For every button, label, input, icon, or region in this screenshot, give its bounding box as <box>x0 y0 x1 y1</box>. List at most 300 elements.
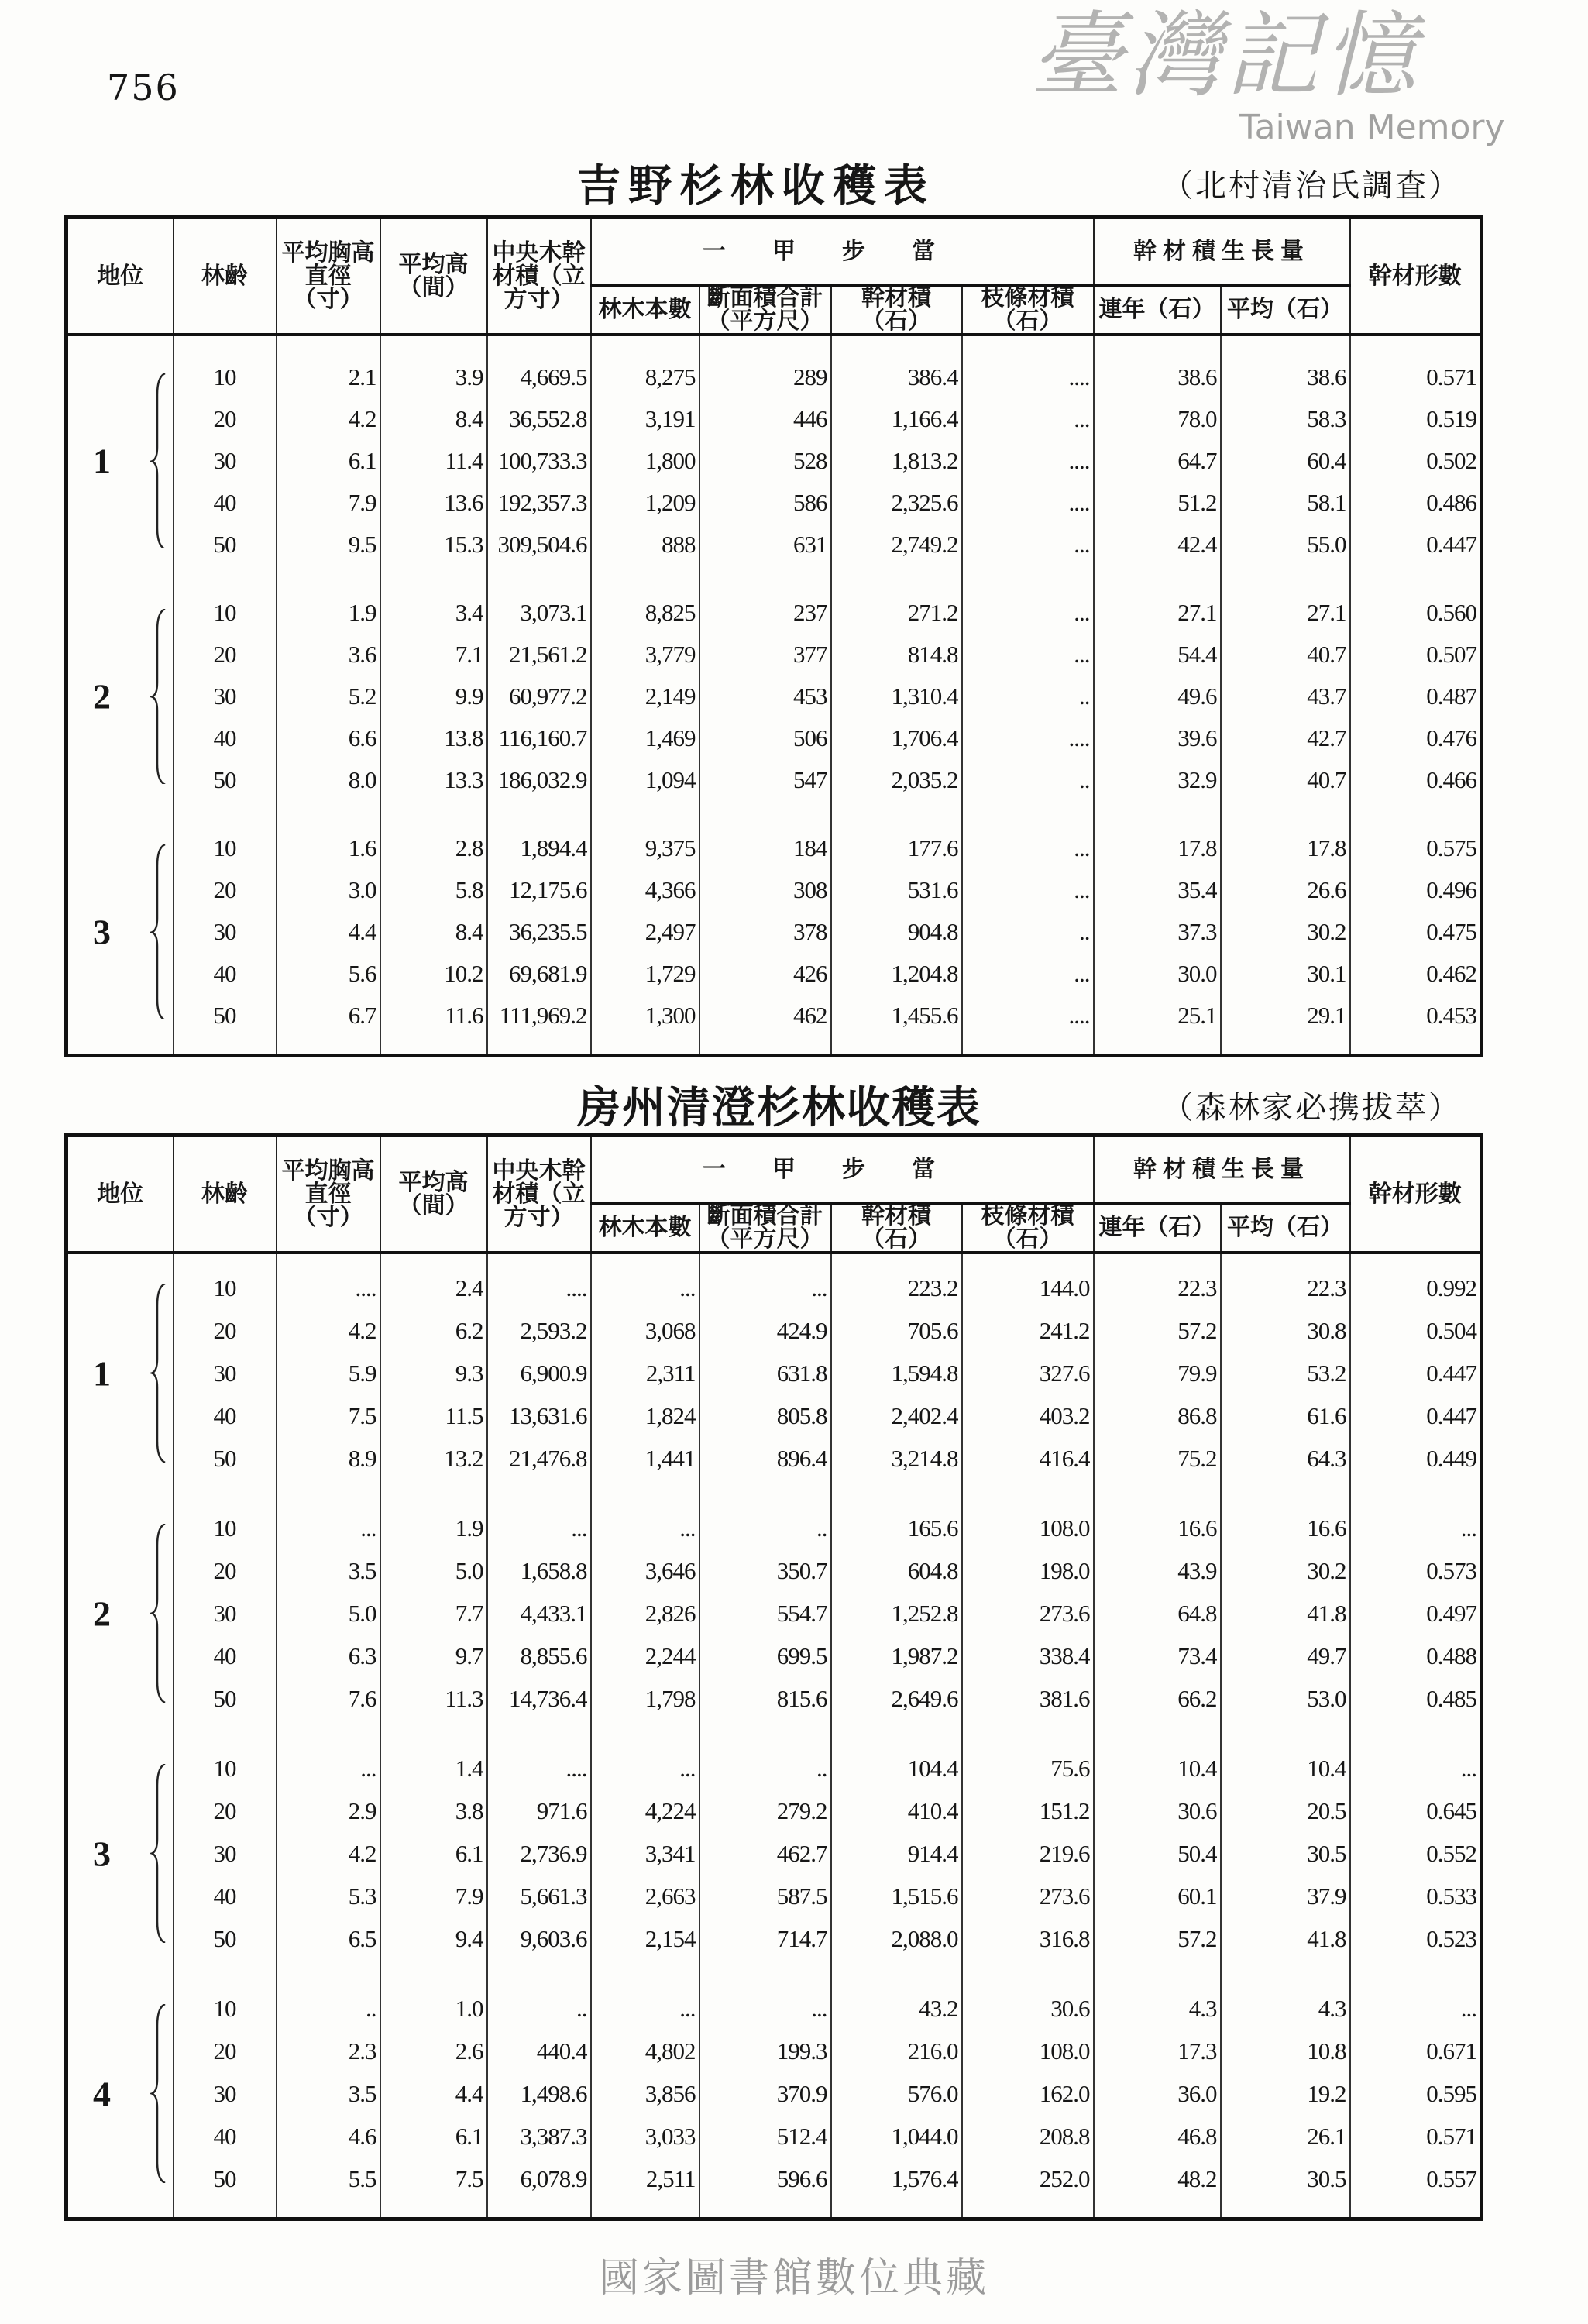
table-row <box>67 1437 1482 1480</box>
cell-annual-growth: 49.6 <box>1094 676 1221 717</box>
header-site: 地位 <box>67 1136 174 1253</box>
header-per-kou: 一甲步當 <box>591 1136 1094 1204</box>
header-branch-volume: 枝條材積（石） <box>962 286 1094 335</box>
cell-basal-area: 377 <box>699 634 831 676</box>
table-row <box>67 1789 1482 1832</box>
site-class-number: 4 <box>93 2074 110 2113</box>
cell-central-volume: 12,175.6 <box>487 869 591 911</box>
cell-central-volume: 6,078.9 <box>487 2157 591 2200</box>
brace-icon <box>150 1764 168 1943</box>
cell-basal-area: 350.7 <box>699 1549 831 1592</box>
cell-tree-count: 2,511 <box>591 2157 699 2200</box>
cell-form-factor: 0.496 <box>1350 869 1482 911</box>
cell-central-volume: 4,433.1 <box>487 1592 591 1635</box>
cell-age: 50 <box>174 1917 277 1960</box>
cell-basal-area: ... <box>699 1987 831 2030</box>
cell-tree-count: 4,224 <box>591 1789 699 1832</box>
cell-central-volume: 111,969.2 <box>487 995 591 1037</box>
cell-tree-count: 8,275 <box>591 356 699 398</box>
cell-annual-growth: 36.0 <box>1094 2072 1221 2115</box>
cell-height: 1.0 <box>380 1987 487 2030</box>
cell-mean-growth: 10.4 <box>1221 1747 1350 1789</box>
cell-basal-area: 370.9 <box>699 2072 831 2115</box>
cell-age: 40 <box>174 1394 277 1437</box>
cell-form-factor: 0.645 <box>1350 1789 1482 1832</box>
table-row <box>67 1875 1482 1917</box>
site-class-number: 3 <box>93 1834 110 1873</box>
cell-mean-growth: 41.8 <box>1221 1917 1350 1960</box>
table-row <box>67 1677 1482 1720</box>
cell-central-volume: 1,498.6 <box>487 2072 591 2115</box>
cell-age: 30 <box>174 1592 277 1635</box>
cell-form-factor: ... <box>1350 1747 1482 1789</box>
cell-stem-volume: 604.8 <box>831 1549 962 1592</box>
cell-age: 30 <box>174 676 277 717</box>
cell-stem-volume: 1,576.4 <box>831 2157 962 2200</box>
header-annual: 連年（石） <box>1094 1204 1221 1253</box>
cell-tree-count: 4,366 <box>591 869 699 911</box>
cell-form-factor: 0.571 <box>1350 2115 1482 2157</box>
cell-tree-count: 2,154 <box>591 1917 699 1960</box>
table-row <box>67 869 1482 911</box>
cell-tree-count: 3,779 <box>591 634 699 676</box>
cell-age: 10 <box>174 1987 277 2030</box>
cell-tree-count: 1,824 <box>591 1394 699 1437</box>
cell-branch-volume: .... <box>962 482 1094 524</box>
cell-height: 6.1 <box>380 1832 487 1875</box>
cell-form-factor: ... <box>1350 1507 1482 1549</box>
cell-height: 9.9 <box>380 676 487 717</box>
cell-form-factor: ... <box>1350 1987 1482 2030</box>
cell-height: 2.4 <box>380 1267 487 1309</box>
cell-mean-growth: 40.7 <box>1221 759 1350 801</box>
table-row <box>67 524 1482 566</box>
header-age: 林齡 <box>174 218 277 335</box>
cell-central-volume: 3,387.3 <box>487 2115 591 2157</box>
page-number: 756 <box>107 67 180 108</box>
cell-dbh: 6.6 <box>277 717 380 759</box>
cell-height: 6.1 <box>380 2115 487 2157</box>
cell-tree-count: 1,094 <box>591 759 699 801</box>
cell-stem-volume: 2,088.0 <box>831 1917 962 1960</box>
cell-form-factor: 0.533 <box>1350 1875 1482 1917</box>
cell-dbh: 5.0 <box>277 1592 380 1635</box>
table-row <box>67 1267 1482 1309</box>
header-growth: 幹材積生長量 <box>1094 1136 1350 1204</box>
cell-branch-volume: ... <box>962 524 1094 566</box>
table-row <box>67 592 1482 634</box>
cell-form-factor: 0.447 <box>1350 524 1482 566</box>
cell-dbh: 5.6 <box>277 953 380 995</box>
site-group <box>67 1960 1482 2200</box>
cell-central-volume: 36,552.8 <box>487 398 591 440</box>
cell-age: 20 <box>174 634 277 676</box>
cell-form-factor: 0.557 <box>1350 2157 1482 2200</box>
site-group <box>67 1720 1482 1960</box>
cell-stem-volume: 1,987.2 <box>831 1635 962 1677</box>
cell-annual-growth: 30.6 <box>1094 1789 1221 1832</box>
cell-dbh: 1.6 <box>277 827 380 869</box>
cell-height: 11.5 <box>380 1394 487 1437</box>
cell-mean-growth: 41.8 <box>1221 1592 1350 1635</box>
cell-tree-count: 3,341 <box>591 1832 699 1875</box>
cell-mean-growth: 55.0 <box>1221 524 1350 566</box>
header-mean: 平均（石） <box>1221 286 1350 335</box>
cell-annual-growth: 16.6 <box>1094 1507 1221 1549</box>
cell-dbh: 4.2 <box>277 1309 380 1352</box>
cell-central-volume: 186,032.9 <box>487 759 591 801</box>
header-age: 林齡 <box>174 1136 277 1253</box>
cell-basal-area: 237 <box>699 592 831 634</box>
cell-central-volume: 69,681.9 <box>487 953 591 995</box>
cell-stem-volume: 1,594.8 <box>831 1352 962 1394</box>
cell-dbh: 4.6 <box>277 2115 380 2157</box>
cell-dbh: 9.5 <box>277 524 380 566</box>
cell-form-factor: 0.523 <box>1350 1917 1482 1960</box>
cell-mean-growth: 58.3 <box>1221 398 1350 440</box>
cell-tree-count: ... <box>591 1507 699 1549</box>
header-dbh: 平均胸高直徑（寸） <box>277 218 380 335</box>
cell-age: 40 <box>174 953 277 995</box>
cell-annual-growth: 39.6 <box>1094 717 1221 759</box>
cell-central-volume: 1,658.8 <box>487 1549 591 1592</box>
cell-branch-volume: 273.6 <box>962 1592 1094 1635</box>
yoshino-yield-table <box>64 215 1483 1057</box>
cell-age: 40 <box>174 717 277 759</box>
cell-branch-volume: ... <box>962 398 1094 440</box>
cell-height: 3.8 <box>380 1789 487 1832</box>
table-1-source-note: （北村清治氏調査） <box>1162 168 1462 204</box>
table-row <box>67 1394 1482 1437</box>
cell-dbh: 3.0 <box>277 869 380 911</box>
cell-age: 20 <box>174 869 277 911</box>
cell-stem-volume: 410.4 <box>831 1789 962 1832</box>
cell-stem-volume: 531.6 <box>831 869 962 911</box>
site-class-cell <box>67 592 174 801</box>
cell-branch-volume: 144.0 <box>962 1267 1094 1309</box>
cell-basal-area: 586 <box>699 482 831 524</box>
cell-height: 5.8 <box>380 869 487 911</box>
header-central-volume: 中央木幹材積（立方寸） <box>487 218 591 335</box>
cell-mean-growth: 64.3 <box>1221 1437 1350 1480</box>
cell-central-volume: 116,160.7 <box>487 717 591 759</box>
cell-annual-growth: 22.3 <box>1094 1267 1221 1309</box>
cell-form-factor: 0.502 <box>1350 440 1482 482</box>
cell-form-factor: 0.571 <box>1350 356 1482 398</box>
cell-dbh: 2.1 <box>277 356 380 398</box>
table-2-source-note: （森林家必携拔萃） <box>1162 1090 1462 1126</box>
cell-branch-volume: 327.6 <box>962 1352 1094 1394</box>
cell-mean-growth: 53.2 <box>1221 1352 1350 1394</box>
cell-height: 3.9 <box>380 356 487 398</box>
cell-dbh: 4.2 <box>277 398 380 440</box>
cell-age: 20 <box>174 1789 277 1832</box>
cell-annual-growth: 51.2 <box>1094 482 1221 524</box>
cell-form-factor: 0.447 <box>1350 1352 1482 1394</box>
table-1-title: 吉野杉林收穫表 <box>577 160 935 211</box>
cell-basal-area: 587.5 <box>699 1875 831 1917</box>
cell-tree-count: 2,244 <box>591 1635 699 1677</box>
cell-height: 11.4 <box>380 440 487 482</box>
cell-age: 30 <box>174 440 277 482</box>
cell-central-volume: 3,073.1 <box>487 592 591 634</box>
cell-annual-growth: 48.2 <box>1094 2157 1221 2200</box>
table-row <box>67 440 1482 482</box>
cell-stem-volume: 1,204.8 <box>831 953 962 995</box>
cell-central-volume: 60,977.2 <box>487 676 591 717</box>
cell-central-volume: 192,357.3 <box>487 482 591 524</box>
cell-age: 50 <box>174 1677 277 1720</box>
cell-stem-volume: 2,035.2 <box>831 759 962 801</box>
cell-stem-volume: 576.0 <box>831 2072 962 2115</box>
table-row <box>67 676 1482 717</box>
cell-basal-area: 896.4 <box>699 1437 831 1480</box>
cell-branch-volume: 416.4 <box>962 1437 1094 1480</box>
cell-annual-growth: 66.2 <box>1094 1677 1221 1720</box>
cell-tree-count: ... <box>591 1267 699 1309</box>
cell-basal-area: 279.2 <box>699 1789 831 1832</box>
cell-form-factor: 0.552 <box>1350 1832 1482 1875</box>
cell-dbh: 4.4 <box>277 911 380 953</box>
table-row <box>67 1352 1482 1394</box>
cell-height: 9.3 <box>380 1352 487 1394</box>
cell-tree-count: 1,729 <box>591 953 699 995</box>
header-site: 地位 <box>67 218 174 335</box>
table-row <box>67 1635 1482 1677</box>
cell-stem-volume: 1,044.0 <box>831 2115 962 2157</box>
cell-height: 13.3 <box>380 759 487 801</box>
header-per-kou: 一甲步當 <box>591 218 1094 286</box>
cell-mean-growth: 19.2 <box>1221 2072 1350 2115</box>
site-class-cell <box>67 356 174 566</box>
cell-central-volume: 100,733.3 <box>487 440 591 482</box>
cell-central-volume: 1,894.4 <box>487 827 591 869</box>
table-row <box>67 759 1482 801</box>
cell-basal-area: 289 <box>699 356 831 398</box>
site-class-number: 1 <box>93 1353 110 1393</box>
cell-age: 50 <box>174 759 277 801</box>
cell-height: 5.0 <box>380 1549 487 1592</box>
cell-dbh: 8.9 <box>277 1437 380 1480</box>
site-group <box>67 335 1482 566</box>
cell-annual-growth: 4.3 <box>1094 1987 1221 2030</box>
table-row <box>67 1832 1482 1875</box>
cell-age: 40 <box>174 1875 277 1917</box>
cell-annual-growth: 30.0 <box>1094 953 1221 995</box>
header-height: 平均高（間） <box>380 1136 487 1253</box>
cell-height: 15.3 <box>380 524 487 566</box>
cell-tree-count: ... <box>591 1747 699 1789</box>
cell-dbh: .... <box>277 1267 380 1309</box>
header-growth: 幹材積生長量 <box>1094 218 1350 286</box>
cell-stem-volume: 165.6 <box>831 1507 962 1549</box>
cell-age: 30 <box>174 1832 277 1875</box>
cell-annual-growth: 64.7 <box>1094 440 1221 482</box>
cell-form-factor: 0.560 <box>1350 592 1482 634</box>
cell-tree-count: 3,033 <box>591 2115 699 2157</box>
cell-mean-growth: 30.8 <box>1221 1309 1350 1352</box>
cell-height: 10.2 <box>380 953 487 995</box>
table-row <box>67 398 1482 440</box>
cell-branch-volume: 338.4 <box>962 1635 1094 1677</box>
cell-height: 3.4 <box>380 592 487 634</box>
cell-form-factor: 0.453 <box>1350 995 1482 1037</box>
cell-age: 50 <box>174 1437 277 1480</box>
cell-annual-growth: 86.8 <box>1094 1394 1221 1437</box>
cell-form-factor: 0.519 <box>1350 398 1482 440</box>
cell-height: 7.1 <box>380 634 487 676</box>
cell-height: 9.7 <box>380 1635 487 1677</box>
header-basal-area: 斷面積合計（平方尺） <box>699 1204 831 1253</box>
cell-age: 20 <box>174 398 277 440</box>
cell-stem-volume: 814.8 <box>831 634 962 676</box>
cell-form-factor: 0.992 <box>1350 1267 1482 1309</box>
site-group <box>67 1480 1482 1720</box>
cell-central-volume: 4,669.5 <box>487 356 591 398</box>
cell-annual-growth: 78.0 <box>1094 398 1221 440</box>
cell-annual-growth: 46.8 <box>1094 2115 1221 2157</box>
cell-mean-growth: 61.6 <box>1221 1394 1350 1437</box>
cell-central-volume: .. <box>487 1987 591 2030</box>
cell-dbh: 6.1 <box>277 440 380 482</box>
cell-central-volume: 6,900.9 <box>487 1352 591 1394</box>
cell-age: 40 <box>174 482 277 524</box>
cell-stem-volume: 1,706.4 <box>831 717 962 759</box>
cell-age: 20 <box>174 1549 277 1592</box>
cell-stem-volume: 3,214.8 <box>831 1437 962 1480</box>
cell-dbh: 3.6 <box>277 634 380 676</box>
cell-mean-growth: 4.3 <box>1221 1987 1350 2030</box>
cell-branch-volume: 381.6 <box>962 1677 1094 1720</box>
cell-branch-volume: 108.0 <box>962 2030 1094 2072</box>
table-row <box>67 995 1482 1037</box>
cell-mean-growth: 30.5 <box>1221 1832 1350 1875</box>
cell-basal-area: 815.6 <box>699 1677 831 1720</box>
cell-branch-volume: ... <box>962 634 1094 676</box>
cell-basal-area: 424.9 <box>699 1309 831 1352</box>
table-row <box>67 1987 1482 2030</box>
header-trees: 林木本數 <box>591 1204 699 1253</box>
cell-annual-growth: 79.9 <box>1094 1352 1221 1394</box>
cell-mean-growth: 29.1 <box>1221 995 1350 1037</box>
cell-mean-growth: 20.5 <box>1221 1789 1350 1832</box>
cell-central-volume: 309,504.6 <box>487 524 591 566</box>
cell-tree-count: 8,825 <box>591 592 699 634</box>
cell-stem-volume: 271.2 <box>831 592 962 634</box>
cell-form-factor: 0.595 <box>1350 2072 1482 2115</box>
cell-central-volume: 9,603.6 <box>487 1917 591 1960</box>
header-annual: 連年（石） <box>1094 286 1221 335</box>
cell-central-volume: 8,855.6 <box>487 1635 591 1677</box>
cell-mean-growth: 26.6 <box>1221 869 1350 911</box>
cell-basal-area: 699.5 <box>699 1635 831 1677</box>
cell-annual-growth: 57.2 <box>1094 1309 1221 1352</box>
cell-form-factor: 0.486 <box>1350 482 1482 524</box>
table-row <box>67 2157 1482 2200</box>
table-row <box>67 1917 1482 1960</box>
cell-basal-area: 184 <box>699 827 831 869</box>
table-row <box>67 2115 1482 2157</box>
cell-central-volume: 14,736.4 <box>487 1677 591 1720</box>
site-group <box>67 566 1482 801</box>
cell-tree-count: 2,663 <box>591 1875 699 1917</box>
cell-stem-volume: 914.4 <box>831 1832 962 1875</box>
cell-form-factor: 0.449 <box>1350 1437 1482 1480</box>
cell-form-factor: 0.462 <box>1350 953 1482 995</box>
cell-tree-count: 1,800 <box>591 440 699 482</box>
cell-annual-growth: 60.1 <box>1094 1875 1221 1917</box>
cell-age: 30 <box>174 2072 277 2115</box>
table-row <box>67 1747 1482 1789</box>
watermark-en: Taiwan Memory <box>1239 108 1505 147</box>
cell-branch-volume: 316.8 <box>962 1917 1094 1960</box>
cell-age: 20 <box>174 1309 277 1352</box>
cell-stem-volume: 2,325.6 <box>831 482 962 524</box>
cell-age: 10 <box>174 1267 277 1309</box>
cell-height: 13.6 <box>380 482 487 524</box>
cell-age: 20 <box>174 2030 277 2072</box>
cell-tree-count: 1,798 <box>591 1677 699 1720</box>
cell-basal-area: 506 <box>699 717 831 759</box>
cell-form-factor: 0.671 <box>1350 2030 1482 2072</box>
table-row <box>67 1592 1482 1635</box>
cell-branch-volume: .. <box>962 676 1094 717</box>
cell-mean-growth: 37.9 <box>1221 1875 1350 1917</box>
cell-form-factor: 0.507 <box>1350 634 1482 676</box>
cell-age: 10 <box>174 1507 277 1549</box>
cell-mean-growth: 58.1 <box>1221 482 1350 524</box>
cell-stem-volume: 2,402.4 <box>831 1394 962 1437</box>
cell-central-volume: ... <box>487 1507 591 1549</box>
cell-tree-count: 2,497 <box>591 911 699 953</box>
table-2-title: 房州清澄杉林收穫表 <box>577 1082 981 1133</box>
table-row <box>67 827 1482 869</box>
brace-icon <box>150 1284 168 1463</box>
cell-dbh: 6.3 <box>277 1635 380 1677</box>
cell-form-factor: 0.485 <box>1350 1677 1482 1720</box>
cell-tree-count: 3,191 <box>591 398 699 440</box>
cell-height: 8.4 <box>380 911 487 953</box>
cell-dbh: ... <box>277 1507 380 1549</box>
header-stem-volume: 幹材積（石） <box>831 286 962 335</box>
brace-icon <box>150 373 168 549</box>
cell-central-volume: 21,561.2 <box>487 634 591 676</box>
cell-branch-volume: ... <box>962 869 1094 911</box>
cell-central-volume: 440.4 <box>487 2030 591 2072</box>
cell-annual-growth: 54.4 <box>1094 634 1221 676</box>
cell-annual-growth: 17.8 <box>1094 827 1221 869</box>
cell-dbh: .. <box>277 1987 380 2030</box>
header-central-volume: 中央木幹材積（立方寸） <box>487 1136 591 1253</box>
cell-height: 6.2 <box>380 1309 487 1352</box>
cell-basal-area: 453 <box>699 676 831 717</box>
cell-stem-volume: 1,455.6 <box>831 995 962 1037</box>
table-row <box>67 2030 1482 2072</box>
cell-central-volume: 13,631.6 <box>487 1394 591 1437</box>
cell-tree-count: 1,209 <box>591 482 699 524</box>
cell-stem-volume: 223.2 <box>831 1267 962 1309</box>
cell-annual-growth: 75.2 <box>1094 1437 1221 1480</box>
cell-branch-volume: ... <box>962 592 1094 634</box>
cell-central-volume: 971.6 <box>487 1789 591 1832</box>
cell-tree-count: 2,311 <box>591 1352 699 1394</box>
header-trees: 林木本數 <box>591 286 699 335</box>
cell-dbh: 8.0 <box>277 759 380 801</box>
cell-dbh: 5.9 <box>277 1352 380 1394</box>
cell-basal-area: 596.6 <box>699 2157 831 2200</box>
cell-form-factor: 0.504 <box>1350 1309 1482 1352</box>
cell-age: 30 <box>174 911 277 953</box>
